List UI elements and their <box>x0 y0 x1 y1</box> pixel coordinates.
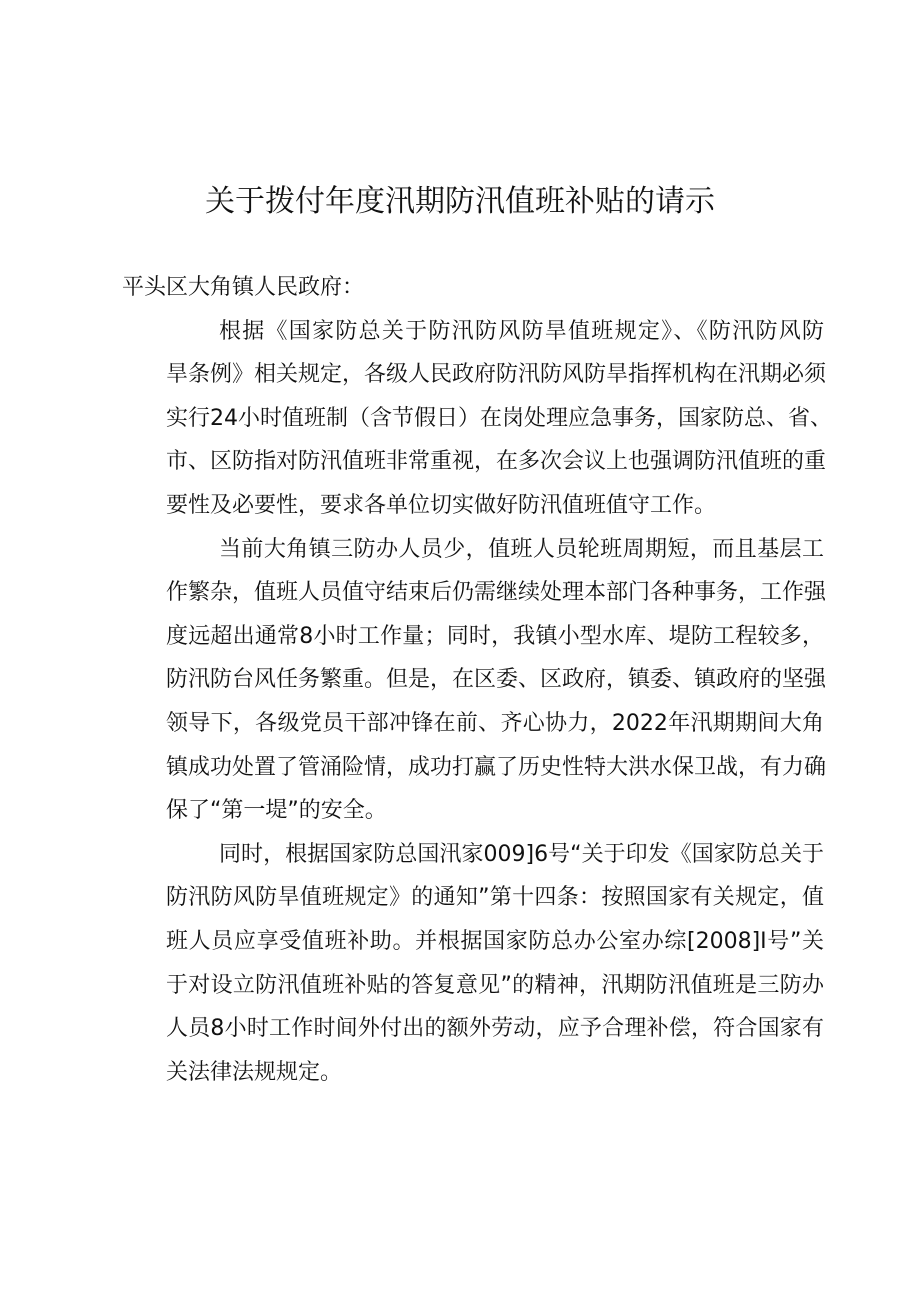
paragraph-line: 度远超出通常8小时工作量；同时，我镇小型水库、堤防工程较多， <box>166 623 824 649</box>
paragraph-line: 保了“第一堤”的安全。 <box>166 798 387 824</box>
paragraph-line: 要性及必要性，要求各单位切实做好防汛值班值守工作。 <box>166 492 717 518</box>
paragraph-3 <box>122 833 824 1095</box>
paragraph-1 <box>122 310 832 528</box>
paragraph-line: 作繁杂，值班人员值守结束后仍需继续处理本部门各种事务，工作强 <box>166 580 827 606</box>
paragraph-line: 当前大角镇三防办人员少，值班人员轮班周期短，而且基层工 <box>219 536 824 562</box>
paragraph-line: 关法律法规规定。 <box>166 1059 343 1085</box>
paragraph-line: 实行24小时值班制（含节假日）在岗处理应急事务，国家防总、省、 <box>166 405 832 431</box>
document-title: 关于拨付年度汛期防汛值班补贴的请示 <box>205 184 715 219</box>
document-body <box>122 266 832 1094</box>
paragraph-line: 领导下，各级党员干部冲锋在前、齐心协力，2022年汛期期间大角 <box>166 710 824 736</box>
paragraph-line: 于对设立防汛值班补贴的答复意见”的精神，汛期防汛值班是三防办 <box>166 972 824 998</box>
paragraph-line: 镇成功处置了管涌险情，成功打赢了历史性特大洪水保卫战，有力确 <box>166 754 827 780</box>
paragraph-line: 同时，根据国家防总国汛家009]6号“关于印发《国家防总关于 <box>219 841 824 867</box>
paragraph-2 <box>122 528 827 833</box>
paragraph-line: 市、区防指对防汛值班非常重视，在多次会议上也强调防汛值班的重 <box>166 449 827 475</box>
paragraph-line: 人员8小时工作时间外付出的额外劳动，应予合理补偿，符合国家有 <box>166 1016 824 1042</box>
salutation: 平头区大角镇人民政府： <box>122 275 365 300</box>
paragraph-line: 班人员应享受值班补助。并根据国家防总办公室办综[2008]I号”关 <box>166 928 824 954</box>
paragraph-line: 根据《国家防总关于防汛防风防旱值班规定》、《防汛防风防 <box>219 318 824 344</box>
paragraph-line: 防汛防台风任务繁重。但是，在区委、区政府，镇委、镇政府的坚强 <box>166 667 827 693</box>
paragraph-line: 旱条例》相关规定，各级人民政府防汛防风防旱指挥机构在汛期必须 <box>166 362 827 388</box>
paragraph-line: 防汛防风防旱值班规定》的通知”第十四条：按照国家有关规定，值 <box>166 885 824 911</box>
